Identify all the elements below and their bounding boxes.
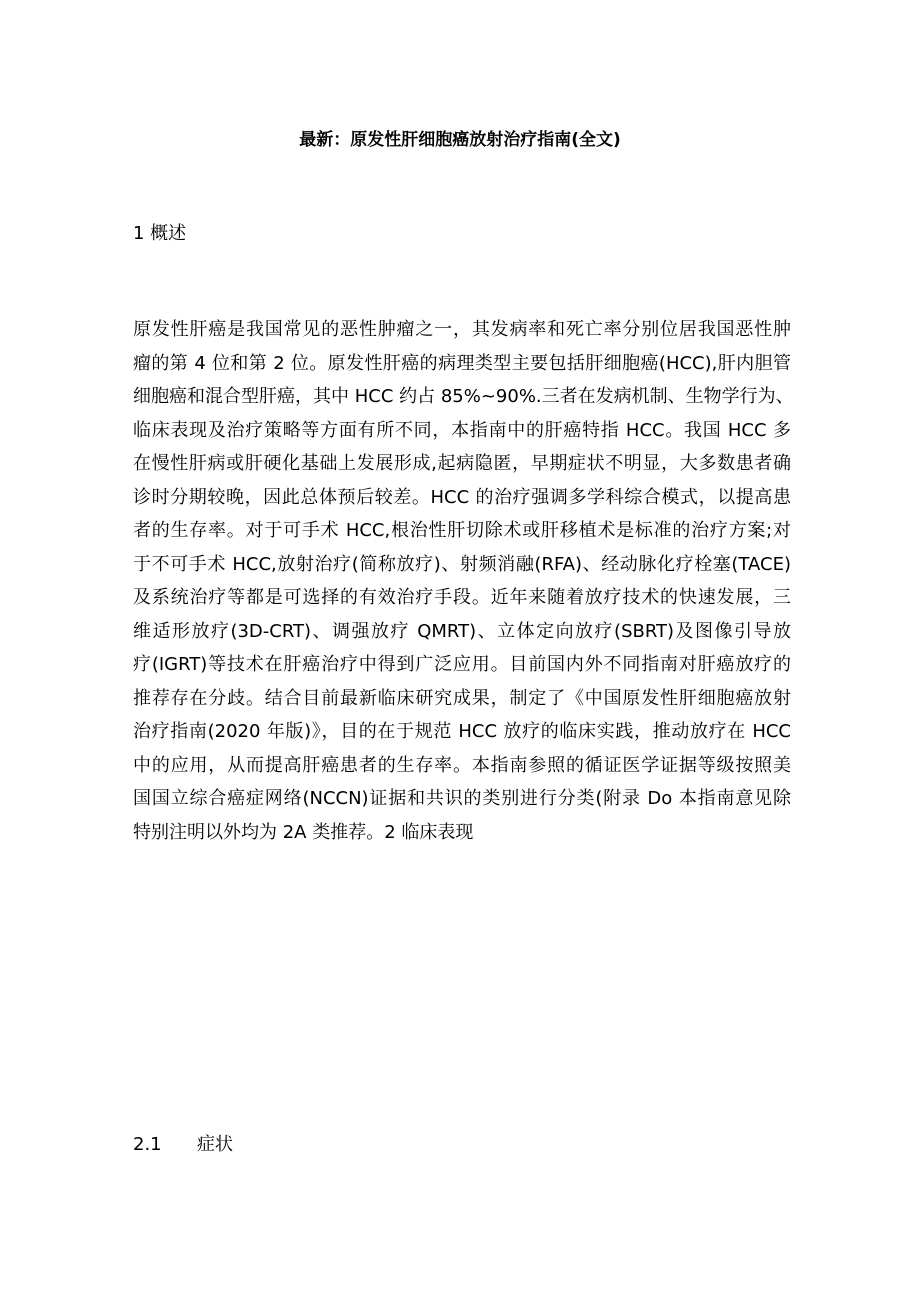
paragraph-line: 临床表现及治疗策略等方面有所不同，本指南中的肝癌特指 HCC。我国 HCC 多 <box>133 419 791 441</box>
paragraph-line: 推荐存在分歧。结合目前最新临床研究成果，制定了《中国原发性肝细胞癌放射 <box>133 687 791 709</box>
paragraph-line: 及系统治疗等都是可选择的有效治疗手段。近年来随着放疗技术的快速发展，三 <box>133 587 791 608</box>
paragraph-line: 瘤的第 4 位和第 2 位。原发性肝癌的病理类型主要包括肝细胞癌(HCC),肝内胆管 <box>133 352 791 374</box>
subsection-heading-symptoms <box>133 1132 233 1158</box>
section-heading-overview: 1 概述 <box>133 223 187 244</box>
paragraph-line: 特别注明以外均为 2A 类推荐。2 临床表现 <box>133 821 474 843</box>
overview-paragraph <box>133 313 794 849</box>
paragraph-line: 于不可手术 HCC,放射治疗(简称放疗)、射频消融(RFA)、经动脉化疗栓塞(TACE) <box>133 553 791 575</box>
paragraph-line: 原发性肝癌是我国常见的恶性肿瘤之一，其发病率和死亡率分别位居我国恶性肿 <box>133 319 791 340</box>
subsection-number: 2.1 <box>133 1134 162 1155</box>
paragraph-line: 者的生存率。对于可手术 HCC,根治性肝切除术或肝移植术是标准的治疗方案;对 <box>133 520 791 541</box>
paragraph-line: 国国立综合癌症网络(NCCN)证据和共识的类别进行分类(附录 Do 本指南意见除 <box>133 788 791 809</box>
paragraph-line: 诊时分期较晚，因此总体预后较差。HCC 的治疗强调多学科综合模式，以提高患 <box>133 486 791 508</box>
paragraph-line: 治疗指南(2020 年版)》，目的在于规范 HCC 放疗的临床实践，推动放疗在 HCC <box>133 721 791 742</box>
paragraph-line: 维适形放疗(3D-CRT)、调强放疗 QMRT)、立体定向放疗(SBRT)及图像引导放 <box>133 620 791 642</box>
document-title: 最新：原发性肝细胞癌放射治疗指南(全文) <box>299 130 621 150</box>
paragraph-line: 疗(IGRT)等技术在肝癌治疗中得到广泛应用。目前国内外不同指南对肝癌放疗的 <box>133 654 791 675</box>
paragraph-line: 在慢性肝病或肝硬化基础上发展形成,起病隐匿，早期症状不明显，大多数患者确 <box>133 453 791 474</box>
subsection-title: 症状 <box>197 1134 233 1155</box>
paragraph-line: 中的应用，从而提高肝癌患者的生存率。本指南参照的循证医学证据等级按照美 <box>133 754 791 776</box>
paragraph-line: 细胞癌和混合型肝癌，其中 HCC 约占 85%~90%.三者在发病机制、生物学行为、 <box>133 386 794 407</box>
